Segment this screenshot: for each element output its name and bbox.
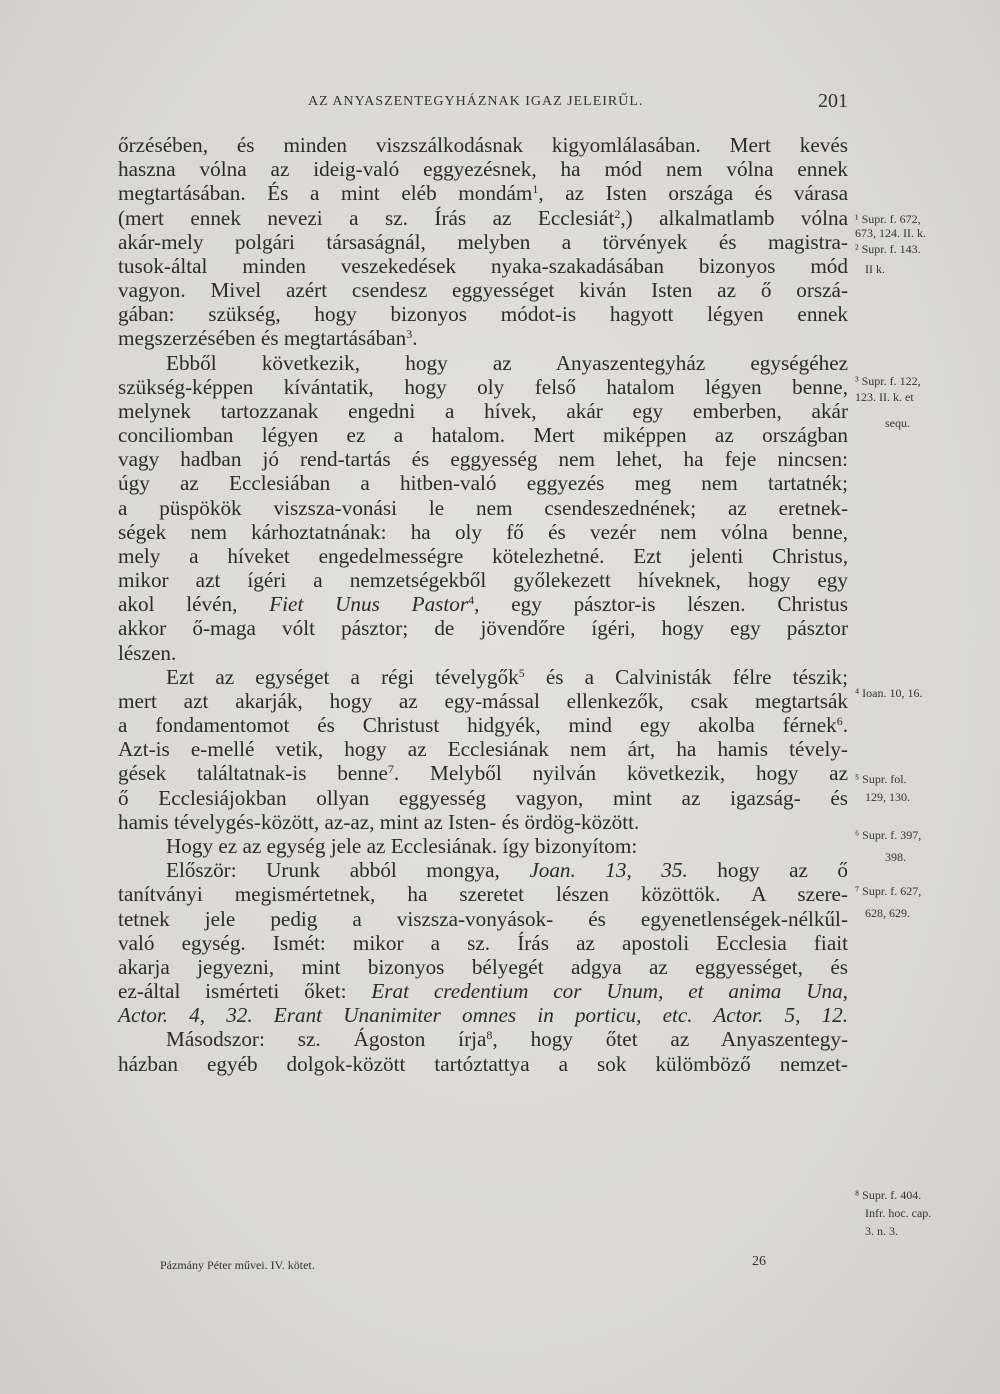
text-line: Ebből következik, hogy az Anyaszentegyház egységéhez <box>166 350 848 375</box>
margin-note: II k. <box>865 262 885 276</box>
text-line: Ezt az egységet a régi tévelygők$^5$ és a Calvinisták félre tészik; <box>166 664 848 689</box>
text-line: (mert ennek nevezi a sz. Írás az Ecclesiát$^2$,) alkalmatlamb vólna <box>118 205 848 230</box>
text-line: haszna vólna az ideig-való eggyezésnek, ha mód nem vólna ennek <box>118 157 848 182</box>
footnote-marker: 3 <box>406 327 413 342</box>
text-line: lészen. <box>118 640 177 665</box>
text-line: vagyon. Mivel azért csendesz eggyességet kiván Isten az ő orszá- <box>118 278 848 303</box>
text-line <box>118 1003 848 1027</box>
text-line: Először: Urunk abból mongya, Joan. 13, 35. hogy az ő <box>166 858 849 883</box>
text-line: tetnek jele pedig a viszsza-vonyások- és egyenetlenségek-nélkűl- <box>118 906 848 931</box>
text-line: úgy az Ecclesiában a hitben-való eggyezés meg nem tartatnék; <box>118 471 848 496</box>
text-line: hamis tévelygés-között, az-az, mint az Isten- és ördög-között. <box>118 809 640 834</box>
footnote-marker: 8 <box>486 1028 493 1043</box>
footnote-marker: 4 <box>468 593 475 608</box>
text-line: a fondamentomot és Christust hidgyék, mind egy akolba férnek$^6$. <box>118 713 848 738</box>
margin-note: ⁴ Ioan. 10, 16. <box>855 686 923 700</box>
footnote-marker: 6 <box>836 714 843 729</box>
margin-note: ⁷ Supr. f. 627, <box>855 884 922 898</box>
text-line: akár-mely polgári társaságnál, melyben a törvények és magistra- <box>118 229 848 254</box>
running-header <box>118 90 848 120</box>
text-line: ő Ecclesiájokban ollyan eggyesség vagyon, mint az igazság- és <box>118 785 848 810</box>
text-line: conciliomban légyen ez a hatalom. Mert miképpen az országban <box>118 423 848 448</box>
margin-note: ² Supr. f. 143. <box>855 242 921 256</box>
margin-note: ³ Supr. f. 122, <box>855 374 921 388</box>
text-line: vagy hadban jó rend-tartás és eggyesség nem lehet, ha feje nincsen: <box>118 447 848 472</box>
margin-note: 398. <box>885 850 906 864</box>
signature-number: 26 <box>752 1254 766 1269</box>
margin-note: Infr. hoc. cap. <box>865 1206 932 1220</box>
text-line: melynek tartozzanak engedni a hívek, akár egy emberben, akár <box>118 398 848 423</box>
footnote-marker: 1 <box>532 182 539 197</box>
margin-note: ⁸ Supr. f. 404. <box>855 1188 922 1202</box>
scripture-reference: Joan. 13, 35. <box>529 858 688 883</box>
text-line: akol lévén, Fiet Unus Pastor$^4$, egy pásztor-is lészen. Christus <box>118 592 848 617</box>
text-line: mert azt akarják, hogy az egy-mással ellenkezők, csak megtartsák <box>118 688 848 713</box>
margin-note: ¹ Supr. f. 672, <box>855 212 921 226</box>
text-line: a püspökök viszsza-vonási le nem csendeszednének; az eretnek- <box>118 495 848 520</box>
text-line: ez-által ismérteti őket: Erat credentium cor Unum, et anima Una, <box>118 979 848 1004</box>
page-number: 201 <box>818 90 848 112</box>
body-text <box>118 133 848 1076</box>
text-line: ségek nem kárhoztatnának: ha oly fő és vezér nem vólna benne, <box>118 519 848 544</box>
margin-note: 129, 130. <box>865 790 910 804</box>
header-title: AZ ANYASZENTEGYHÁZNAK IGAZ JELEIRŰL. <box>308 94 644 109</box>
margin-note: 123. II. k. et <box>855 390 914 404</box>
page-footer <box>160 1254 780 1274</box>
footnote-marker: 7 <box>387 762 394 777</box>
text-line: megtartásában. És a mint eléb mondám$^1$, az Isten országa és várasa <box>118 181 848 206</box>
text-line: tusok-által minden veszekedések nyaka-szakadásában bizonyos mód <box>118 253 848 278</box>
text-line: gések találtatnak-is benne$^7$. Melyből nyilván következik, hogy az <box>118 761 848 786</box>
text-line: szükség-képpen kívántatik, hogy oly felső hatalom légyen benne, <box>118 374 848 399</box>
text-line: akarja jegyezni, mint bizonyos bélyegét adgya az eggyességet, és <box>118 954 848 979</box>
text-line: mikor azt ígéri a nemzetségekből győlekezett híveknek, hogy egy <box>118 568 848 593</box>
text-line: Másodszor: sz. Ágoston írja$^8$, hogy őtet az Anyaszentegy- <box>166 1027 848 1052</box>
text-line: tanítványi megismértetnek, ha szeretet lészen közöttök. A szere- <box>118 882 848 907</box>
margin-note: sequ. <box>885 416 910 430</box>
text-line: őrzésében, és minden viszszálkodásnak kigyomlálasában. Mert kevés <box>118 133 848 157</box>
footnote-marker: 2 <box>614 206 621 221</box>
text-line: Azt-is e-mellé vetik, hogy az Ecclesiának nem árt, ha hamis tévely- <box>118 737 848 762</box>
text-line: gában: szükség, hogy bizonyos módot-is hagyott légyen ennek <box>118 302 848 327</box>
latin-quote: Actor. 4, 32. Erant Unanimiter omnes in porticu, etc. Actor. 5, 12. <box>118 1003 848 1028</box>
footnote-marker: 5 <box>518 665 525 680</box>
text-line: megszerzésében és megtartásában$^3$. <box>118 326 418 351</box>
margin-note: ⁶ Supr. f. 397, <box>855 828 922 842</box>
text-line: való egység. Ismét: mikor a sz. Írás az apostoli Ecclesia fiait <box>118 930 848 955</box>
latin-quote: Erat credentium cor Unum, et anima Una, <box>371 979 848 1004</box>
margin-note: 3. n. 3. <box>865 1224 898 1238</box>
text-line: házban egyéb dolgok-között tartóztattya a sok külömböző nemzet- <box>118 1051 848 1076</box>
margin-note: 628, 629. <box>865 906 910 920</box>
text-line: Hogy ez az egység jele az Ecclesiának. így bizonyítom: <box>166 833 638 858</box>
footer-signature: Pázmány Péter művei. IV. kötet. <box>160 1258 315 1272</box>
text-line: mely a híveket engedelmességre kötelezhetné. Ezt jelenti Christus, <box>118 543 848 568</box>
margin-note: 673, 124. II. k. <box>855 226 926 240</box>
text-line: akkor ő-maga vólt pásztor; de jövendőre ígéri, hogy egy pásztor <box>118 616 848 641</box>
margin-note: ⁵ Supr. fol. <box>855 772 907 786</box>
latin-quote: Fiet Unus Pastor <box>269 592 469 617</box>
